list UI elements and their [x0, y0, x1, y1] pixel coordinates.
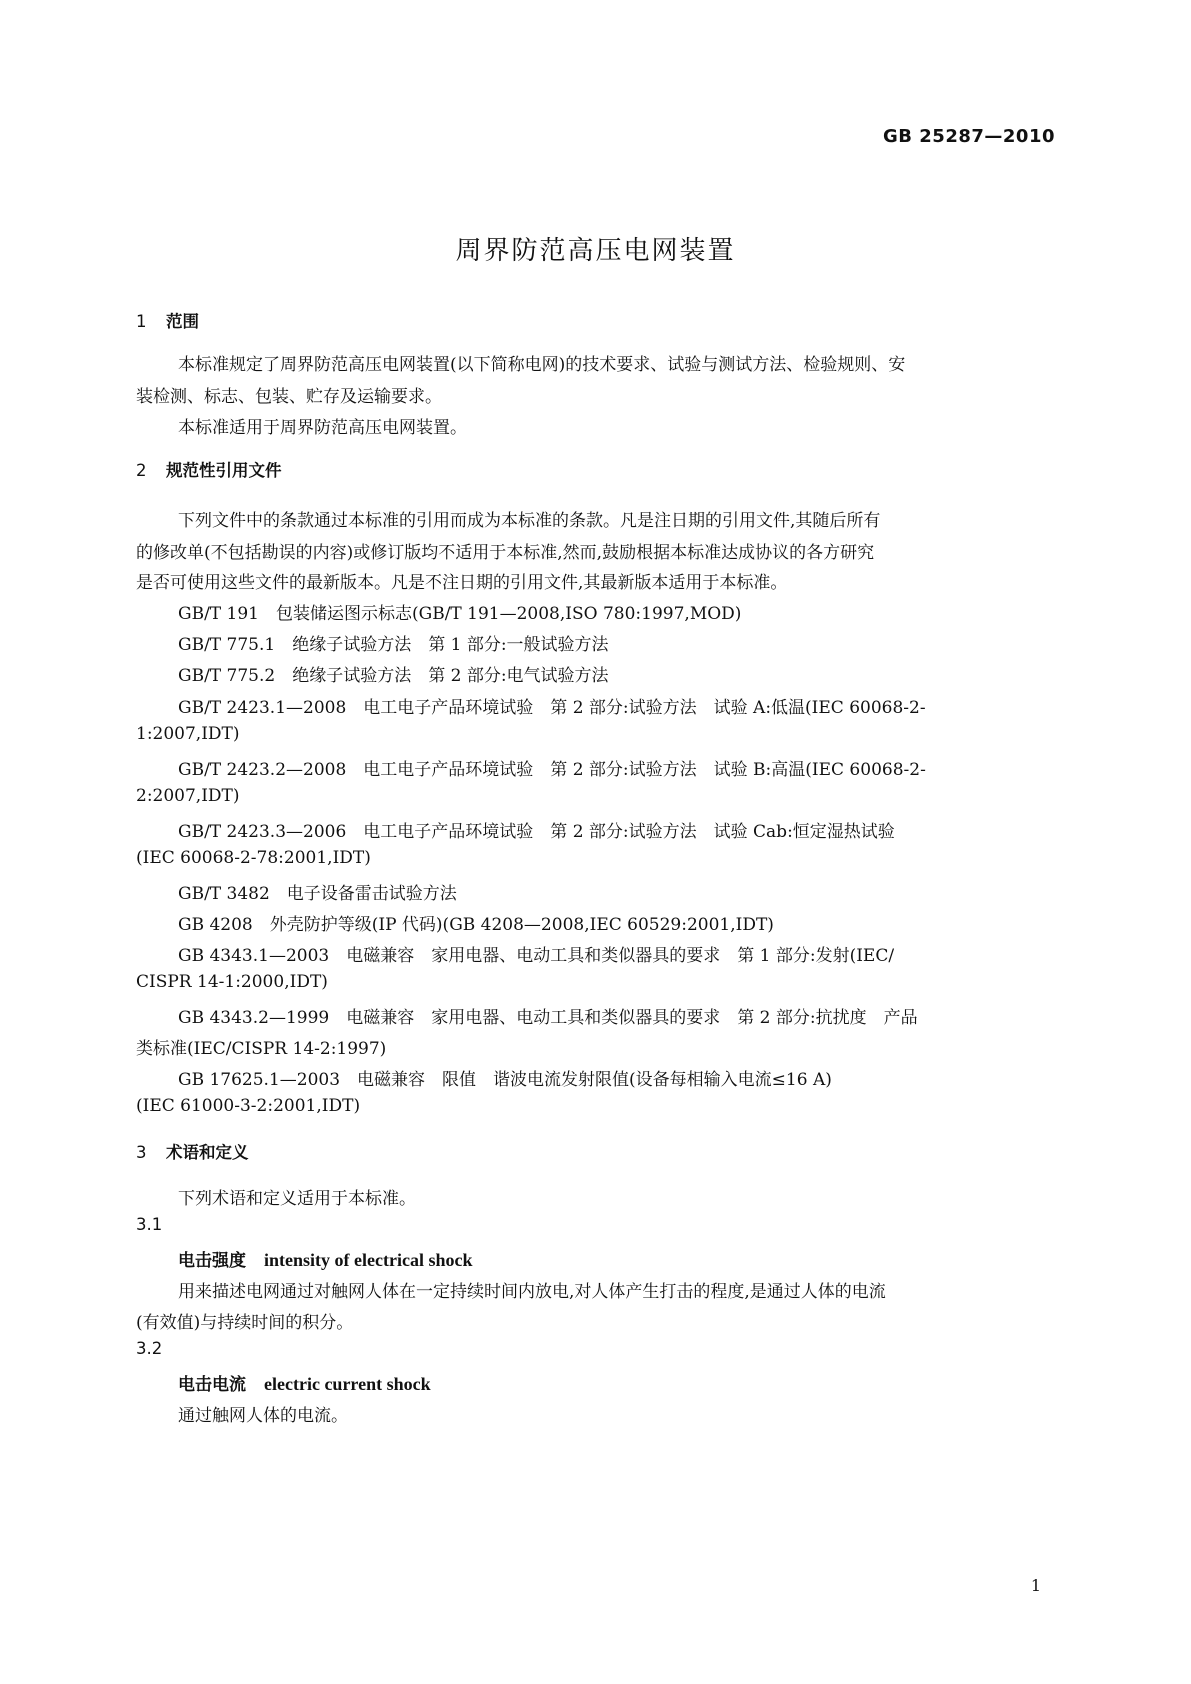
- reference-line: GB/T 191 包装储运图示标志(GB/T 191—2008,ISO 780:1997,MOD): [178, 604, 742, 624]
- section-3-intro: 下列术语和定义适用于本标准。: [178, 1189, 416, 1209]
- reference-line: GB/T 2423.3—2006 电工电子产品环境试验 第 2 部分:试验方法 试验 Cab:恒定湿热试验: [178, 822, 895, 842]
- section-1-number: 1: [136, 312, 147, 331]
- section-2-intro-line-3: 是否可使用这些文件的最新版本。凡是不注日期的引用文件,其最新版本适用于本标准。: [136, 573, 788, 593]
- term-3-1-english: intensity of electrical shock: [264, 1250, 473, 1270]
- reference-line-continued: 1:2007,IDT): [136, 724, 240, 744]
- reference-line-continued: 2:2007,IDT): [136, 786, 240, 806]
- reference-line: GB 4343.2—1999 电磁兼容 家用电器、电动工具和类似器具的要求 第 2 部分:抗扰度 产品: [178, 1008, 918, 1028]
- document-title: 周界防范高压电网装置: [455, 236, 736, 266]
- reference-line-continued: CISPR 14-1:2000,IDT): [136, 972, 328, 992]
- section-1-paragraph-2: 本标准适用于周界防范高压电网装置。: [178, 418, 467, 438]
- reference-line: GB/T 775.2 绝缘子试验方法 第 2 部分:电气试验方法: [178, 666, 609, 686]
- reference-line: GB/T 2423.1—2008 电工电子产品环境试验 第 2 部分:试验方法 试验 A:低温(IEC 60068-2-: [178, 698, 926, 718]
- reference-line-continued: 类标准(IEC/CISPR 14-2:1997): [136, 1039, 387, 1059]
- term-3-2-definition: 通过触网人体的电流。: [178, 1406, 348, 1426]
- section-2-number: 2: [136, 461, 147, 480]
- section-1-heading: [136, 308, 199, 332]
- standard-code: GB 25287—2010: [883, 126, 1055, 147]
- reference-line: GB 17625.1—2003 电磁兼容 限值 谐波电流发射限值(设备每相输入电流≤16 A): [178, 1070, 832, 1090]
- section-2-intro-line-2: 的修改单(不包括勘误的内容)或修订版均不适用于本标准,然而,鼓励根据本标准达成协议的各方研究: [136, 543, 875, 563]
- term-3-1-title: [178, 1246, 472, 1271]
- reference-line-continued: (IEC 60068-2-78:2001,IDT): [136, 848, 371, 868]
- section-2-intro-line-1: 下列文件中的条款通过本标准的引用而成为本标准的条款。凡是注日期的引用文件,其随后所有: [178, 511, 881, 531]
- reference-line: GB/T 2423.2—2008 电工电子产品环境试验 第 2 部分:试验方法 试验 B:高温(IEC 60068-2-: [178, 760, 926, 780]
- term-3-1-definition-line-2: (有效值)与持续时间的积分。: [136, 1313, 354, 1333]
- section-2-heading: [136, 457, 282, 481]
- reference-line: GB 4208 外壳防护等级(IP 代码)(GB 4208—2008,IEC 60529:2001,IDT): [178, 915, 774, 935]
- term-3-2-number: 3.2: [136, 1339, 163, 1358]
- section-1-paragraph-1-line-1: 本标准规定了周界防范高压电网装置(以下简称电网)的技术要求、试验与测试方法、检验规则、安: [178, 355, 906, 375]
- term-3-1-chinese: 电击强度: [178, 1251, 246, 1271]
- reference-line: GB 4343.1—2003 电磁兼容 家用电器、电动工具和类似器具的要求 第 1 部分:发射(IEC/: [178, 946, 895, 966]
- section-3-number: 3: [136, 1143, 147, 1162]
- section-3-title: 术语和定义: [166, 1143, 249, 1162]
- section-3-heading: [136, 1139, 249, 1163]
- reference-line: GB/T 3482 电子设备雷击试验方法: [178, 884, 457, 904]
- reference-line-continued: (IEC 61000-3-2:2001,IDT): [136, 1096, 361, 1116]
- term-3-2-title: [178, 1370, 431, 1395]
- section-1-title: 范围: [166, 312, 199, 331]
- page-number: 1: [1030, 1576, 1041, 1595]
- section-1-paragraph-1-line-2: 装检测、标志、包装、贮存及运输要求。: [136, 387, 442, 407]
- term-3-2-chinese: 电击电流: [178, 1375, 246, 1395]
- section-2-title: 规范性引用文件: [166, 461, 282, 480]
- term-3-1-definition-line-1: 用来描述电网通过对触网人体在一定持续时间内放电,对人体产生打击的程度,是通过人体的电流: [178, 1282, 886, 1302]
- reference-line: GB/T 775.1 绝缘子试验方法 第 1 部分:一般试验方法: [178, 635, 609, 655]
- term-3-2-english: electric current shock: [264, 1374, 431, 1394]
- term-3-1-number: 3.1: [136, 1215, 163, 1234]
